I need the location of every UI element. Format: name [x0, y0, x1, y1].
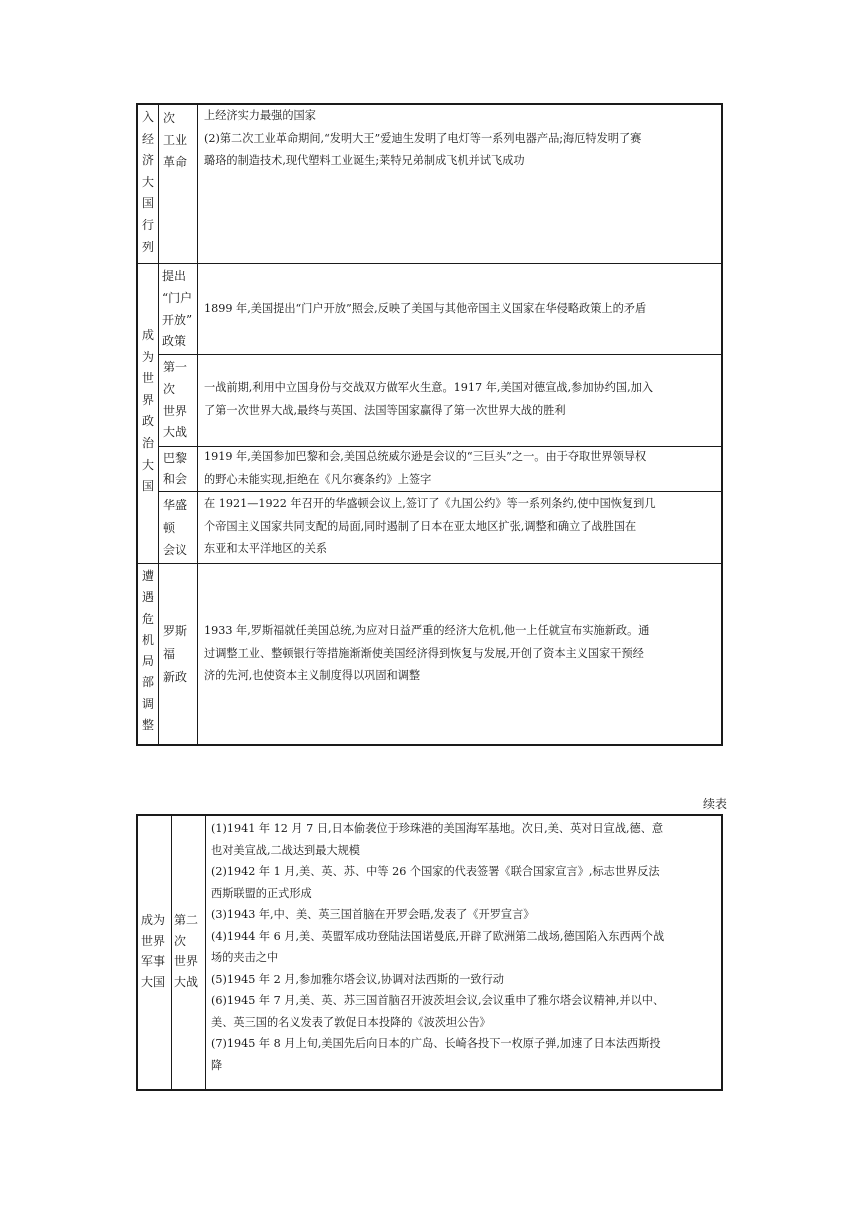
table2-col-divider-2	[205, 815, 206, 1090]
subcategory-line: 福	[163, 647, 176, 661]
table1-row-divider	[137, 263, 722, 264]
subcategory-cell	[163, 448, 187, 490]
char: 调	[141, 696, 154, 711]
subcategory-line: 巴黎	[163, 451, 188, 465]
char: 行	[141, 217, 154, 232]
content-line: 1933 年,罗斯福就任美国总统,为应对日益严重的经济大危机,他一上任就宣布实施新政。通	[204, 624, 650, 637]
subcategory-cell	[163, 107, 187, 173]
content-line: 的野心未能实现,拒绝在《凡尔赛条约》上签字	[204, 472, 432, 486]
subcategory-line: 顿	[163, 520, 176, 535]
char: 遇	[141, 590, 154, 605]
subcategory-line: 次	[163, 381, 176, 396]
category-line: 大国	[141, 974, 166, 989]
subcategory-line: 第二	[174, 913, 199, 927]
continued-label: 续表	[703, 797, 728, 811]
content-cell	[204, 377, 653, 422]
content-line: 济的先河,也使资本主义制度得以巩固和调整	[204, 669, 421, 682]
content-cell	[204, 446, 646, 491]
subcategory-line: 革命	[163, 155, 188, 169]
content-cell	[204, 620, 649, 688]
char: 列	[141, 239, 154, 254]
content-line: (3)1943 年,中、美、英三国首脑在开罗会晤,发表了《开罗宣言》	[211, 908, 535, 921]
subcategory-cell	[163, 357, 187, 444]
category-line: 成为	[141, 913, 166, 927]
content-line: 上经济实力最强的国家	[204, 109, 316, 122]
content-line: (6)1945 年 7 月,美、英、苏三国首脑召开波茨坦会议,会议重申了雅尔塔会议精神,并以中、	[211, 994, 665, 1007]
table1-row-divider	[159, 354, 722, 355]
content-line: 了第一次世界大战,最终与英国、法国等国家赢得了第一次世界大战的胜利	[204, 403, 566, 417]
char: 政	[141, 414, 154, 429]
char: 世	[141, 371, 154, 386]
content-line: 1919 年,美国参加巴黎和会,美国总统威尔逊是会议的“三巨头”之一。由于夺取世界领导权	[204, 450, 647, 463]
content-line: (2)1942 年 1 月,美、英、苏、中等 26 个国家的代表签署《联合国家宣言》,标志世界反法	[211, 865, 660, 878]
char: 国	[141, 196, 154, 211]
subcategory-line: 次	[163, 111, 176, 125]
content-line: 美、英三国的名义发表了敦促日本投降的《波茨坦公告》	[211, 1015, 491, 1029]
table1-col-divider-1	[158, 104, 159, 745]
content-cell	[204, 493, 656, 561]
subcategory-line: 次	[174, 933, 187, 948]
content-line: 东亚和太平洋地区的关系	[204, 542, 328, 555]
subcategory-line: 开放”	[162, 312, 193, 327]
category-cell	[138, 566, 158, 736]
content-line: (1)1941 年 12 月 7 日,日本偷袭位于珍珠港的美国海军基地。次日,美、英对日宣战,德、意	[211, 822, 664, 835]
content-line: (4)1944 年 6 月,美、英盟军成功登陆法国诺曼底,开辟了欧洲第二战场,德国陷入东西两个战	[211, 929, 665, 943]
char: 成	[141, 328, 154, 342]
char: 危	[141, 611, 154, 626]
char: 遭	[141, 569, 154, 583]
char: 入	[141, 110, 154, 124]
table1-row-divider	[137, 563, 722, 564]
subcategory-line: 政策	[162, 334, 187, 349]
subcategory-line: 华盛	[163, 498, 188, 512]
subcategory-cell	[163, 620, 187, 689]
content-line: 场的夹击之中	[211, 951, 279, 964]
category-line: 世界	[141, 933, 166, 948]
char: 整	[141, 718, 154, 733]
char: 国	[141, 479, 154, 494]
content-line: 降	[211, 1058, 223, 1072]
subcategory-line: 世界	[174, 954, 199, 969]
char: 为	[141, 349, 154, 364]
content-line: 一战前期,利用中立国身份与交战双方做军火生意。1917 年,美国对德宣战,参加协约国,加入	[204, 381, 654, 394]
content-cell	[211, 818, 664, 1076]
subcategory-line: 和会	[163, 472, 188, 486]
content-line: (7)1945 年 8 月上旬,美国先后向日本的广岛、长崎各投下一枚原子弹,加速了日本法西斯投	[211, 1037, 661, 1050]
subcategory-line: 大战	[163, 425, 188, 440]
char: 机	[141, 632, 154, 647]
subcategory-cell	[163, 494, 187, 562]
content-line: 也对美宣战,二战达到最大规模	[211, 843, 360, 857]
subcategory-cell	[162, 266, 192, 353]
char: 经	[141, 131, 154, 146]
subcategory-line: 会议	[163, 543, 188, 557]
content-line: 西斯联盟的正式形成	[211, 886, 312, 900]
subcategory-cell	[174, 910, 198, 992]
subcategory-line: 世界	[163, 403, 188, 418]
content-cell	[204, 298, 646, 321]
category-line: 军事	[141, 954, 166, 969]
subcategory-line: 新政	[163, 670, 188, 684]
category-cell	[141, 910, 165, 992]
content-line: 1899 年,美国提出“门户开放”照会,反映了美国与其他帝国主义国家在华侵略政策上的矛盾	[204, 302, 647, 315]
content-line: 在 1921—1922 年召开的华盛顿会议上,签订了《九国公约》等一系列条约,使中国恢复到几	[204, 497, 656, 510]
category-cell	[138, 107, 158, 258]
table2-col-divider-1	[171, 815, 172, 1090]
subcategory-line: 工业	[163, 133, 188, 147]
content-line: 过调整工业、整顿银行等措施渐渐使美国经济得到恢复与发展,开创了资本主义国家干预经	[204, 646, 644, 660]
subcategory-line: 第一	[163, 360, 188, 374]
content-line: 个帝国主义国家共同支配的局面,同时遏制了日本在亚太地区扩张,调整和确立了战胜国在	[204, 519, 637, 533]
char: 大	[141, 457, 154, 472]
char: 大	[141, 174, 154, 189]
table1-col-divider-2	[197, 104, 198, 745]
content-line: (2)第二次工业革命期间,“发明大王”爱迪生发明了电灯等一系列电器产品;海厄特发明了赛	[204, 131, 642, 145]
char: 局	[141, 654, 154, 669]
content-line: 璐珞的制造技术,现代塑料工业诞生;莱特兄弟制成飞机并试飞成功	[204, 154, 525, 167]
char: 界	[141, 392, 154, 407]
subcategory-line: 罗斯	[163, 624, 188, 638]
char: 济	[141, 153, 154, 168]
category-cell	[138, 325, 158, 498]
subcategory-line: 提出	[162, 269, 187, 283]
content-cell	[204, 105, 641, 173]
content-line: (5)1945 年 2 月,参加雅尔塔会议,协调对法西斯的一致行动	[211, 972, 504, 986]
subcategory-line: 大战	[174, 974, 199, 989]
table1-row-divider	[159, 491, 722, 492]
subcategory-line: “门户	[162, 290, 193, 305]
char: 部	[141, 675, 154, 690]
char: 治	[141, 435, 154, 450]
